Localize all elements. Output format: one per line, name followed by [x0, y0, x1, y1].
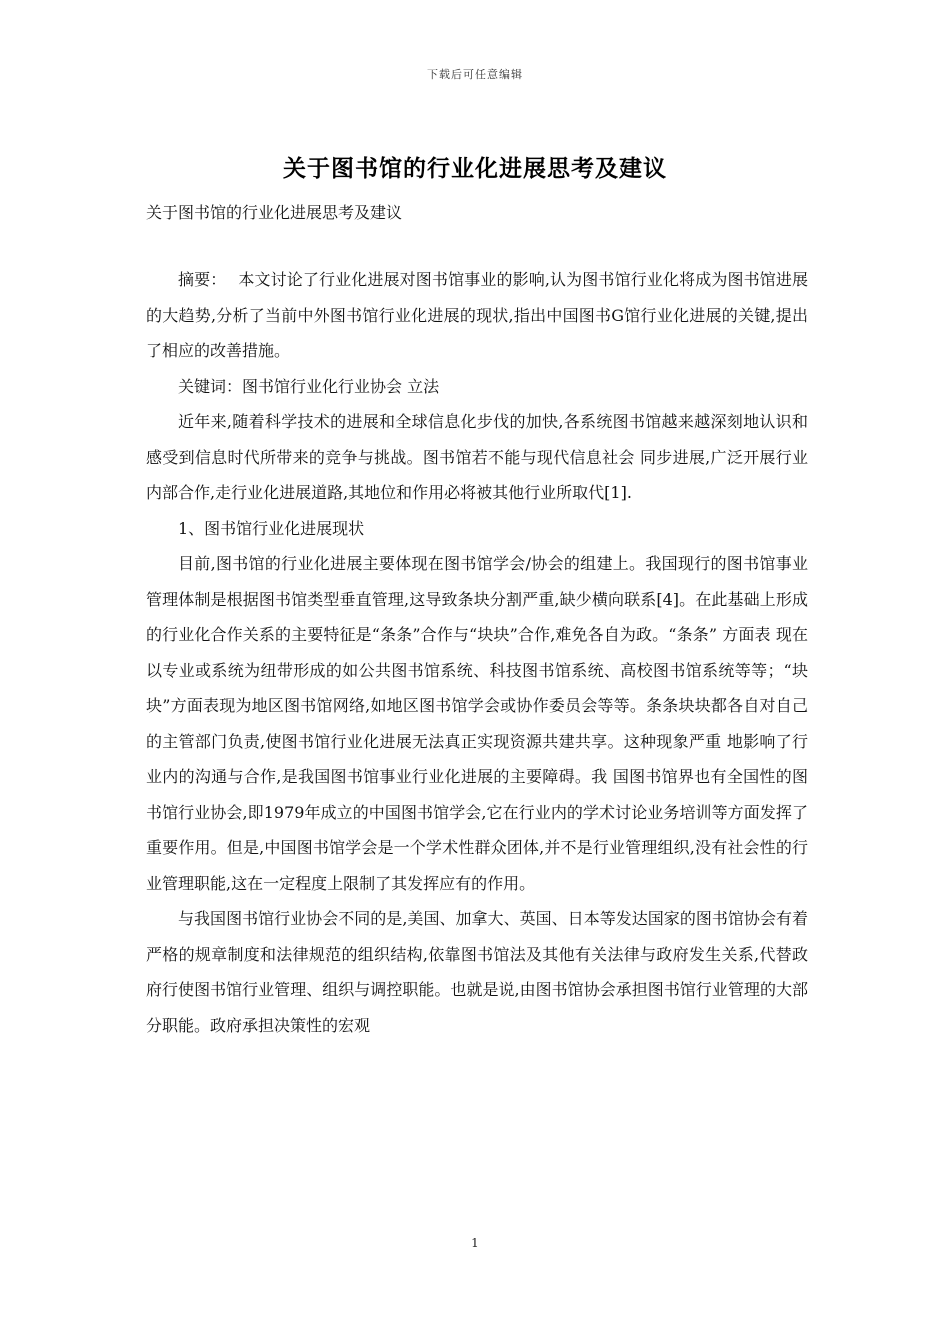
- abstract-label: 摘要：: [178, 270, 227, 289]
- document-subtitle: 关于图书馆的行业化进展思考及建议: [146, 203, 403, 222]
- section-paragraph: 与我国图书馆行业协会不同的是,美国、加拿大、英国、日本等发达国家的图书馆协会有着严格的规章制度和法律规范的组织结构,依靠图书馆法及其他有关法律与政府发生关系,代替政府行使图书馆行业管理、组织与调控职能。也就是说,由图书馆协会承担图书馆行业管理的大部分职能。政府承担决策性的宏观: [146, 909, 808, 1035]
- abstract-text: 本文讨论了行业化进展对图书馆事业的影响,认为图书馆行业化将成为图书馆进展的大趋势,分析了当前中外图书馆行业化进展的现状,指出中国图书G馆行业化进展的关键,提出了相应的改善措施。: [146, 270, 808, 360]
- intro-paragraph: 近年来,随着科学技术的进展和全球信息化步伐的加快,各系统图书馆越来越深刻地认识和感受到信息时代所带来的竞争与挑战。图书馆若不能与现代信息社会 同步进展,广泛开展行业内部合作,走行业化进展道路,其地位和作用必将被其他行业所取代[1].: [146, 412, 808, 502]
- section-paragraph: 目前,图书馆的行业化进展主要体现在图书馆学会/协会的组建上。我国现行的图书馆事业管理体制是根据图书馆类型垂直管理,这导致条块分割严重,缺少横向联系[4]。在此基础上形成的行业化合作关系的主要特征是“条条”合作与“块块”合作,难免各自为政。“条条” 方面表 现在以专业或系统为纽带形成的如公共图书馆系统、科技图书馆系统、高校图书馆系统等等；“块块”方面表现为地区图书馆网络,如地区图书馆学会或协作委员会等等。条条块块都各自对自己的主管部门负责,使图书馆行业化进展无法真正实现资源共建共享。这种现象严重 地影响了行业内的沟通与合作,是我国图书馆事业行业化进展的主要障碍。我 国图书馆界也有全国性的图书馆行业协会,即1979年成立的中国图书馆学会,它在行业内的学术讨论业务培训等方面发挥了重要作用。但是,中国图书馆学会是一个学术性群众团体,并不是行业管理组织,没有社会性的行业管理职能,这在一定程度上限制了其发挥应有的作用。: [146, 554, 808, 893]
- keywords-line: 关键词：图书馆行业化行业协会 立法: [178, 376, 440, 396]
- document-body: [146, 196, 808, 1043]
- abstract-paragraph: [146, 262, 808, 369]
- section-heading: 1、图书馆行业化进展现状: [178, 518, 365, 538]
- header-note: 下载后可任意编辑: [427, 68, 523, 81]
- page-number: 1: [471, 1236, 479, 1250]
- document-title: 关于图书馆的行业化进展思考及建议: [283, 155, 667, 182]
